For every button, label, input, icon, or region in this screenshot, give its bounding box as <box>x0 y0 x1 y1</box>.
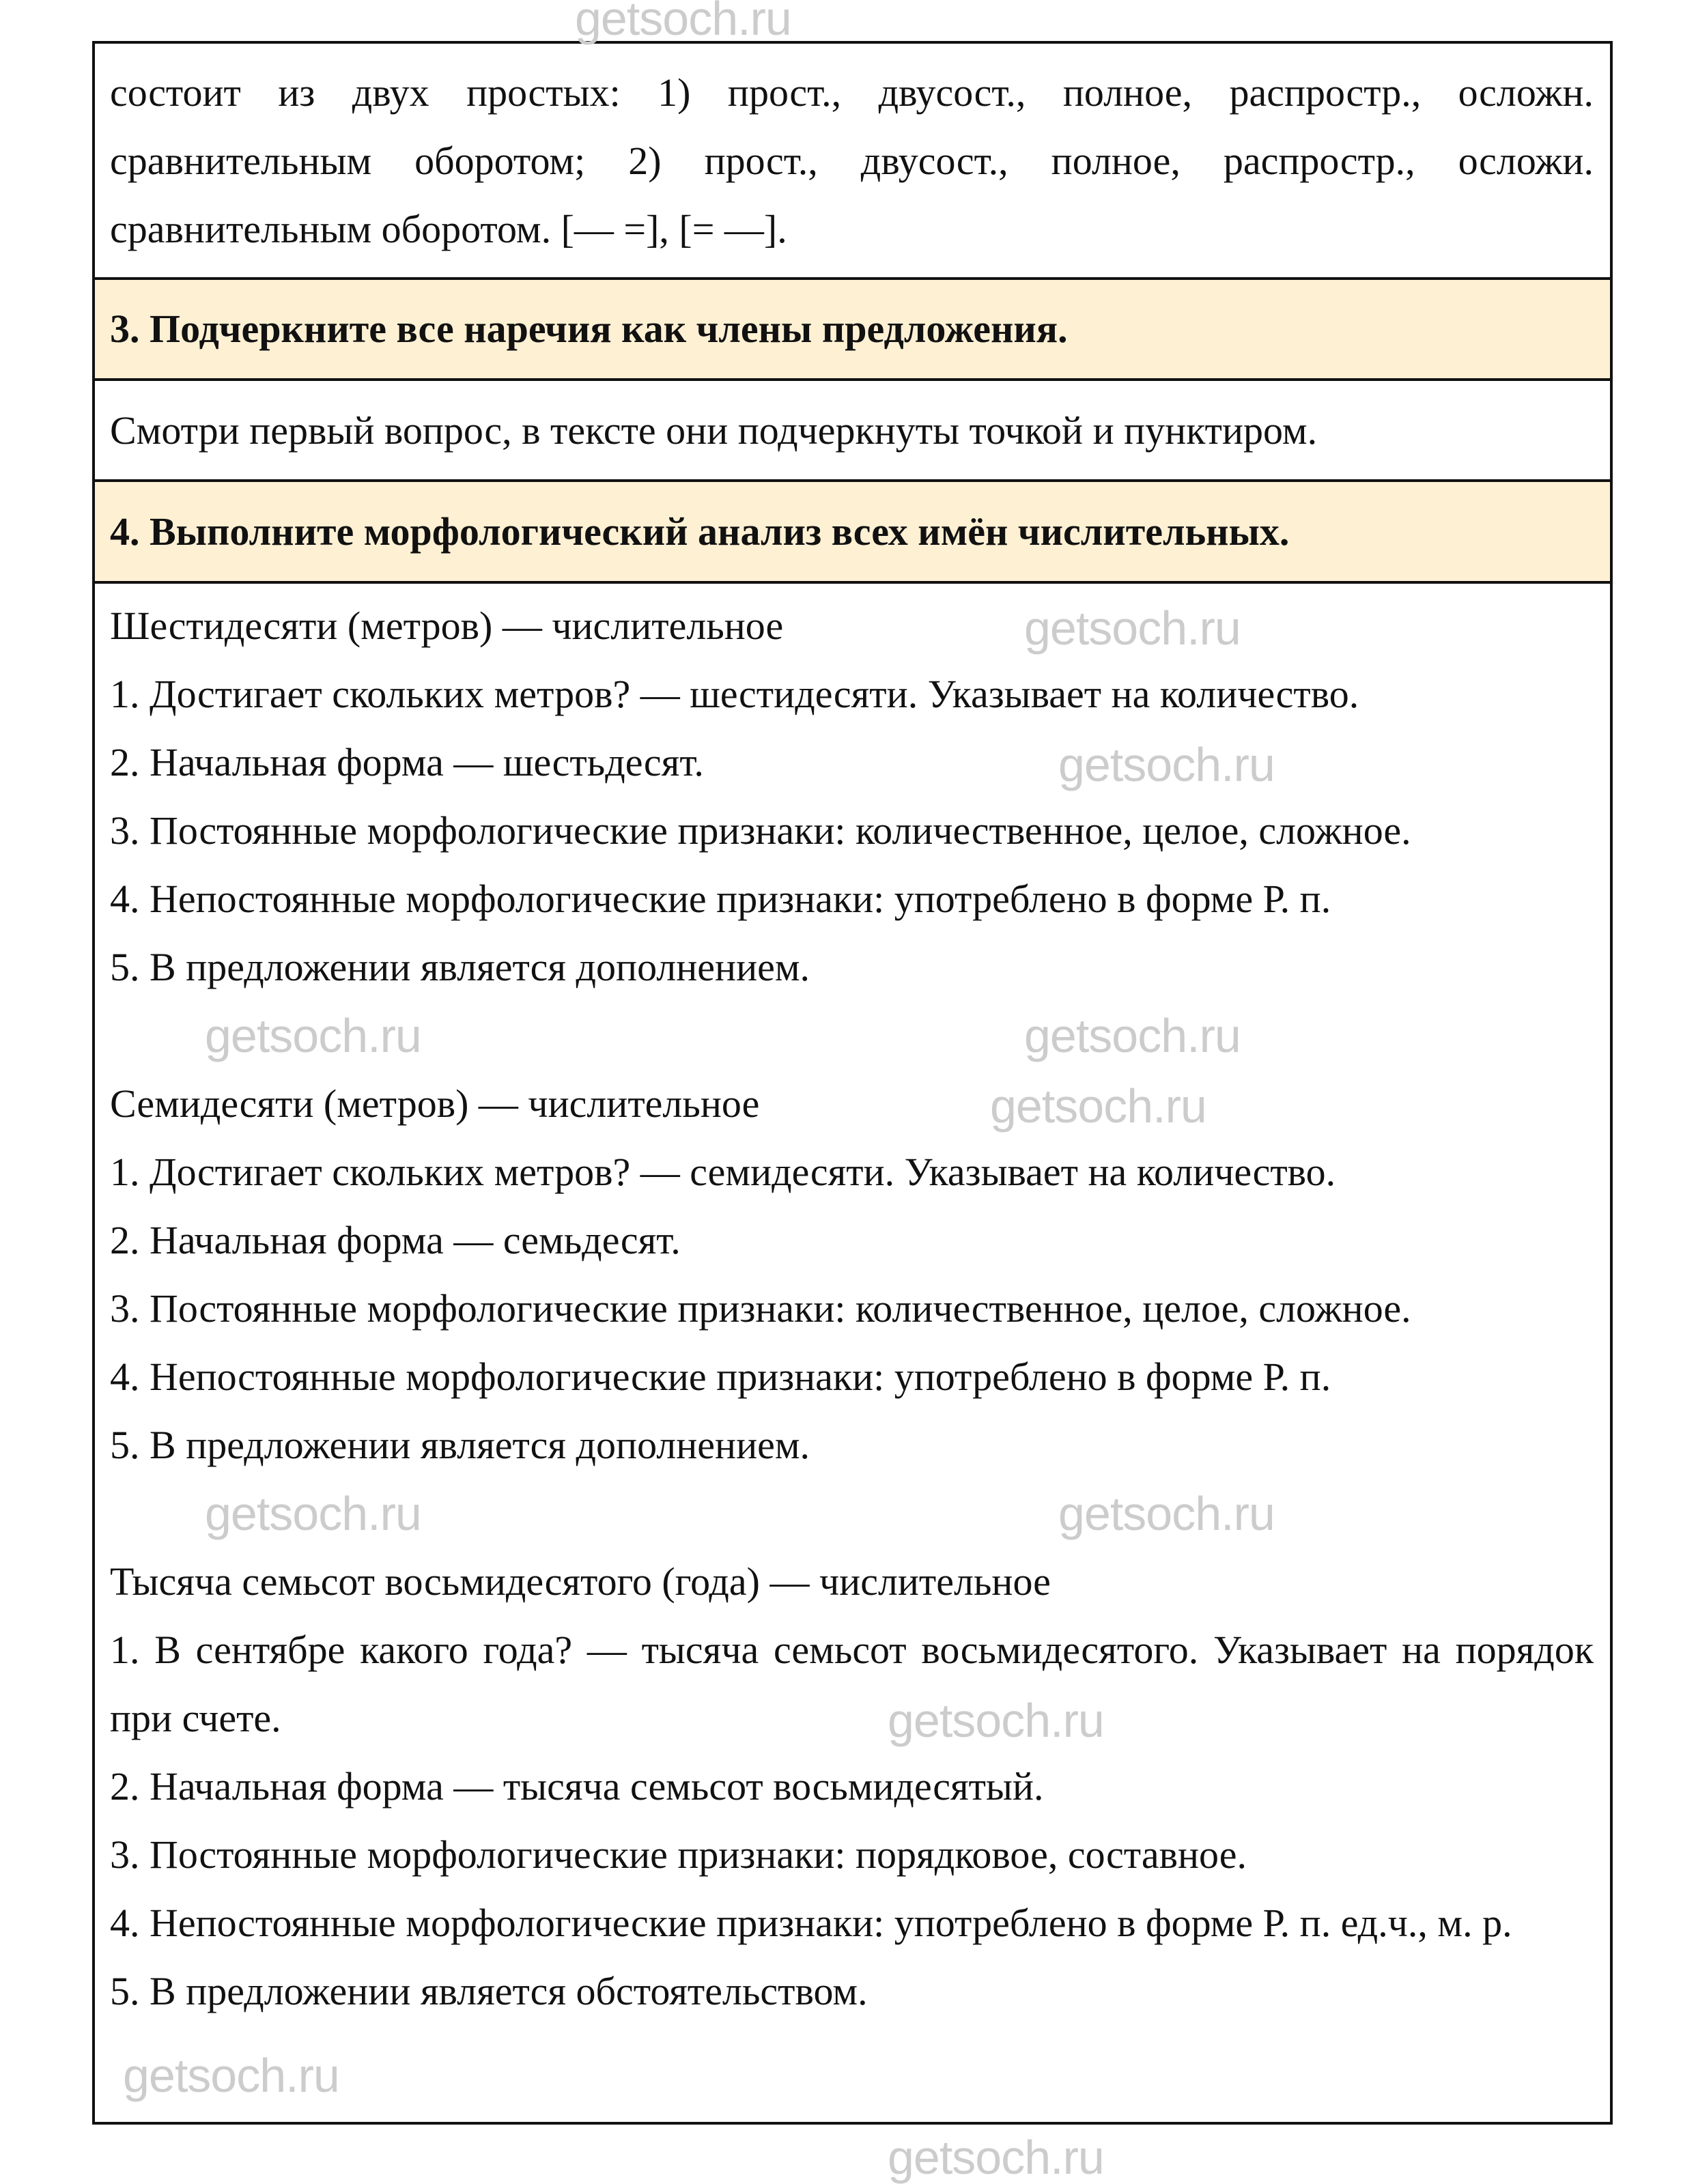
analysis-item: 1. В сентябре какого года? — тысяча семьсот восьмидесятого. Указывает на порядок <box>110 1628 1594 1672</box>
analysis-item: 4. Непостоянные морфологические признаки: употреблено в форме Р. п. <box>110 877 1331 921</box>
watermark: getsoch.ru <box>575 0 791 45</box>
numeral-block-2 <box>110 1070 1594 1479</box>
watermark: getsoch.ru <box>205 1009 421 1062</box>
numeral-block-1 <box>110 592 1594 1002</box>
spacer <box>110 1002 1594 1070</box>
task-4-title: 4. Выполните морфологический анализ всех имён числительных. <box>110 509 1290 554</box>
analysis-item: 4. Непостоянные морфологические признаки: употреблено в форме Р. п. <box>110 1355 1331 1399</box>
numeral-heading: Тысяча семьсот восьмидесятого (года) — числительное <box>110 1559 1051 1604</box>
analysis-item: 3. Постоянные морфологические признаки: порядковое, составное. <box>110 1832 1247 1877</box>
continuation-line: сравнительным оборотом. [— =], [= —]. <box>110 207 787 251</box>
analysis-item: 2. Начальная форма — семьдесят. <box>110 1218 681 1262</box>
continuation-cell <box>95 44 1610 280</box>
analysis-item: 3. Постоянные морфологические признаки: количественное, целое, сложное. <box>110 808 1411 853</box>
watermark: getsoch.ru <box>1058 1487 1275 1540</box>
spacer <box>110 1479 1594 1548</box>
numeral-heading: Семидесяти (метров) — числительное <box>110 1081 760 1126</box>
numeral-heading: Шестидесяти (метров) — числительное <box>110 604 784 648</box>
task-3-header <box>95 277 1610 381</box>
answer-table <box>92 41 1613 2125</box>
watermark: getsoch.ru <box>990 1079 1206 1133</box>
watermark: getsoch.ru <box>1058 738 1275 791</box>
continuation-line: состоит из двух простых: 1) прост., двусост., полное, распростр., осложн. <box>110 70 1594 115</box>
watermark: getsoch.ru <box>205 1487 421 1540</box>
task-3-answer: Смотри первый вопрос, в тексте они подчеркнуты точкой и пунктиром. <box>110 408 1318 453</box>
analysis-item: 3. Постоянные морфологические признаки: количественное, целое, сложное. <box>110 1286 1411 1331</box>
watermark: getsoch.ru <box>1024 601 1241 655</box>
analysis-item: 2. Начальная форма — тысяча семьсот восьмидесятый. <box>110 1764 1044 1809</box>
analysis-item: 2. Начальная форма — шестьдесят. <box>110 740 704 784</box>
analysis-item: 1. Достигает скольких метров? — шестидесяти. Указывает на количество. <box>110 672 1359 716</box>
analysis-item: 5. В предложении является обстоятельством. <box>110 1969 868 2013</box>
analysis-item-continuation: при счете. <box>110 1696 281 1740</box>
watermark: getsoch.ru <box>1024 1009 1241 1062</box>
analysis-item: 1. Достигает скольких метров? — семидесяти. Указывает на количество. <box>110 1150 1336 1194</box>
task-3-answer-cell <box>95 381 1610 481</box>
task-3-title: 3. Подчеркните все наречия как члены предложения. <box>110 307 1068 351</box>
analysis-item: 4. Непостоянные морфологические признаки: употреблено в форме Р. п. ед.ч., м. р. <box>110 1901 1512 1945</box>
numeral-block-3 <box>110 1548 1594 2026</box>
watermark: getsoch.ru <box>888 2131 1104 2184</box>
task-4-answer-cell <box>95 586 1610 2122</box>
continuation-line: сравнительным оборотом; 2) прост., двусост., полное, распростр., осложи. <box>110 139 1594 183</box>
task-4-header <box>95 479 1610 584</box>
analysis-item: 5. В предложении является дополнением. <box>110 1423 810 1467</box>
analysis-item: 5. В предложении является дополнением. <box>110 945 810 989</box>
watermark: getsoch.ru <box>123 2049 339 2102</box>
watermark: getsoch.ru <box>888 1694 1104 1747</box>
